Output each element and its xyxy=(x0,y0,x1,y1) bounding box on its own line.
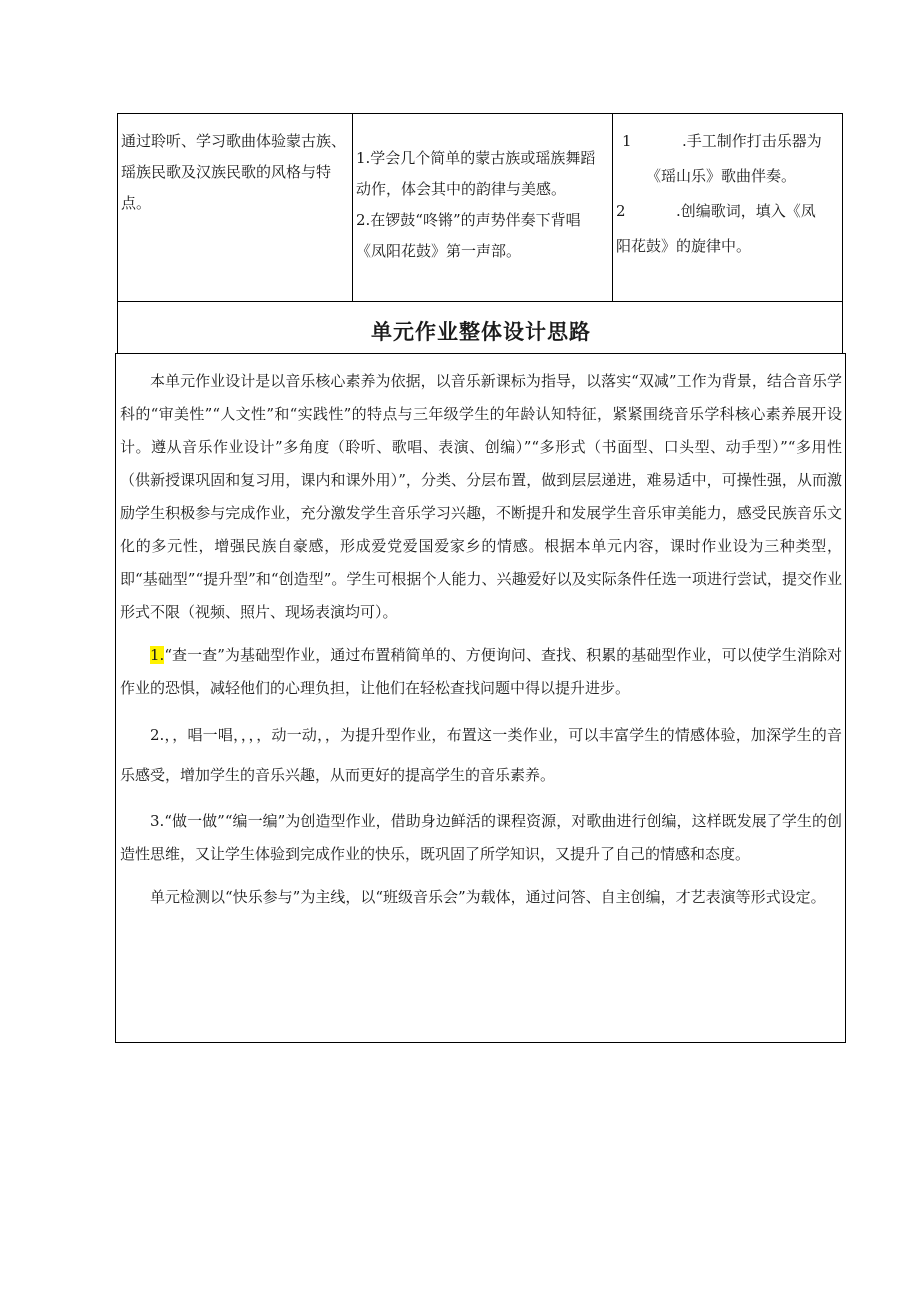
table-divider-2 xyxy=(612,113,613,301)
paragraph-advanced: 2.，，唱一唱，，，，动一动，，为提升型作业，布置这一类作业，可以丰富学生的情感体验，加深学生的音乐感受，增加学生的音乐兴趣，从而更好的提高学生的音乐素养。 xyxy=(120,726,842,784)
table-border-row xyxy=(117,301,843,302)
activity-item-2: 2.在锣鼓“咚锵”的声势伴奏下背唱《凤阳花鼓》第一声部。 xyxy=(356,211,581,260)
task-item-1-number: 1 xyxy=(622,132,632,150)
task-item-2 xyxy=(616,196,840,227)
task-item-1 xyxy=(616,126,840,157)
goal-cell xyxy=(121,126,347,219)
paragraph-basic xyxy=(120,639,842,705)
paragraph-creative: 3.“做一做”“编一编”为创造型作业，借助身边鲜活的课程资源，对歌曲进行创编，这样既发展了学生的创造性思维，又让学生体验到完成作业的快乐，既巩固了所学知识，又提升了自己的情感和态度。 xyxy=(120,812,842,863)
paragraph-basic-number: 1. xyxy=(150,646,165,664)
box-border-bottom xyxy=(115,1042,846,1043)
task-item-2-number: 2 xyxy=(616,202,626,220)
paragraph-assessment: 单元检测以“快乐参与”为主线，以“班级音乐会”为载体，通过问答、自主创编，才艺表演等形式设定。 xyxy=(150,888,826,906)
table-border-top xyxy=(117,113,843,114)
section-heading: 单元作业整体设计思路 xyxy=(371,320,591,344)
activity-item-1: 1.学会几个简单的蒙古族或瑶族舞蹈动作，体会其中的韵律与美感。 xyxy=(356,149,596,198)
task-cell xyxy=(616,126,840,262)
design-body xyxy=(120,365,842,914)
activity-cell xyxy=(356,143,609,267)
task-item-2-text: .创编歌词，填入《凤 xyxy=(676,202,816,220)
task-item-1-continued: 《瑶山乐》歌曲伴奏。 xyxy=(646,167,797,185)
task-item-1-text: .手工制作打击乐器为 xyxy=(682,132,822,150)
box-border-top xyxy=(115,353,846,354)
goal-text: 通过聆听、学习歌曲体验蒙古族、瑶族民歌及汉族民歌的风格与特点。 xyxy=(121,132,347,212)
paragraph-basic-text: “查一查”为基础型作业，通过布置稍简单的、方便询问、查找、积累的基础型作业，可以使学生消除对作业的恐惧，减轻他们的心理负担，让他们在轻松查找问题中得以提升进步。 xyxy=(120,646,842,697)
intro-paragraph: 本单元作业设计是以音乐核心素养为依据，以音乐新课标为指导，以落实“双减”工作为背景，结合音乐学科的“审美性”“人文性”和“实践性”的特点与三年级学生的年龄认知特征，紧紧围绕音乐学科核心素养展开设计。遵从音乐作业设计”多角度（聆听、歌唱、表演、创编）”“多形式（书面型、口头型、动手型）”“多用性（供新授课巩固和复习用，课内和课外用）”，分类、分层布置，做到层层递进，难易适中，可操性强，从而激励学生积极参与完成作业，充分激发学生音乐学习兴趣，不断提升和发展学生音乐审美能力，感受民族音乐文化的多元性，增强民族自豪感，形成爱党爱国爱家乡的情感。根据本单元内容，课时作业设为三种类型，即“基础型”“提升型”和“创造型”。学生可根据个人能力、兴趣爱好以及实际条件任选一项进行尝试，提交作业形式不限（视频、照片、现场表演均可）。 xyxy=(120,372,842,621)
box-border-left xyxy=(115,353,116,1043)
task-item-2-continued: 阳花鼓》的旋律中。 xyxy=(616,237,752,255)
table-divider-1 xyxy=(352,113,353,301)
box-border-right xyxy=(845,353,846,1043)
